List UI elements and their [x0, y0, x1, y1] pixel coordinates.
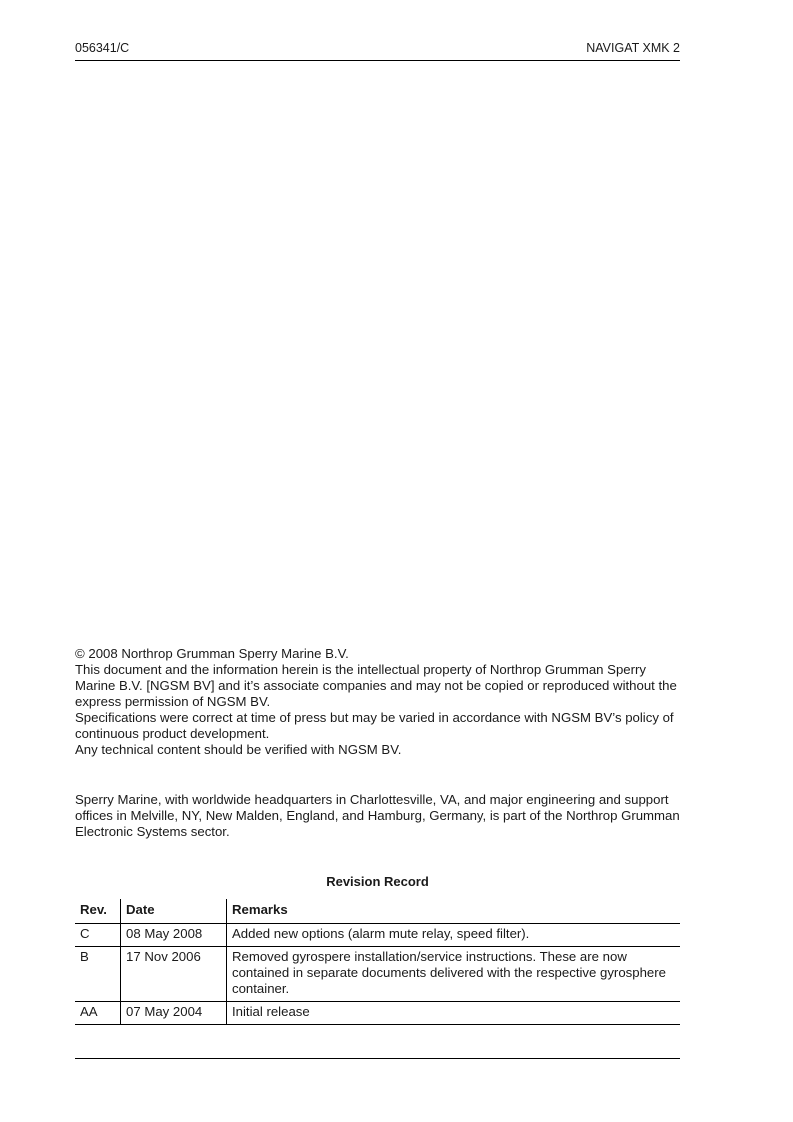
table-header-row [75, 899, 680, 924]
verification-statement: Any technical content should be verified with NGSM BV. [75, 742, 402, 757]
footer-divider [75, 1058, 680, 1059]
remarks-cell: Removed gyrospere installation/service instructions. These are now contained in separate documents delivered with the respective gyrosphere container. [227, 947, 681, 1002]
remarks-cell: Initial release [227, 1002, 681, 1025]
date-cell: 08 May 2008 [121, 924, 227, 947]
column-header-rev: Rev. [75, 899, 121, 924]
column-header-date: Date [121, 899, 227, 924]
ip-statement: This document and the information herein is the intellectual property of Northrop Grumman Sperry Marine B.V. [NGSM BV] and it’s associate companies and may not be copied or reproduced without the express permission of NGSM BV. [75, 662, 677, 709]
rev-cell: B [75, 947, 121, 1002]
page-header [75, 40, 680, 61]
company-about [75, 792, 685, 840]
copyright-notice [75, 646, 685, 758]
rev-cell: AA [75, 1002, 121, 1025]
date-cell: 07 May 2004 [121, 1002, 227, 1025]
revision-record-title: Revision Record [326, 874, 429, 889]
remarks-cell: Added new options (alarm mute relay, speed filter). [227, 924, 681, 947]
product-name: NAVIGAT XMK 2 [586, 41, 680, 55]
column-header-remarks: Remarks [227, 899, 681, 924]
document-number: 056341/C [75, 41, 130, 55]
company-about-text: Sperry Marine, with worldwide headquarters in Charlottesville, VA, and major engineering and support offices in Melville, NY, New Malden, England, and Hamburg, Germany, is part of the Northrop Grumman Electronic Systems sector. [75, 792, 680, 839]
table-row [75, 1002, 680, 1025]
specifications-statement: Specifications were correct at time of press but may be varied in accordance with NGSM BV’s policy of continuous product development. [75, 710, 674, 741]
rev-cell: C [75, 924, 121, 947]
revision-record-table [75, 899, 680, 1025]
table-row [75, 924, 680, 947]
copyright-line: © 2008 Northrop Grumman Sperry Marine B.V. [75, 646, 349, 661]
table-row [75, 947, 680, 1002]
date-cell: 17 Nov 2006 [121, 947, 227, 1002]
